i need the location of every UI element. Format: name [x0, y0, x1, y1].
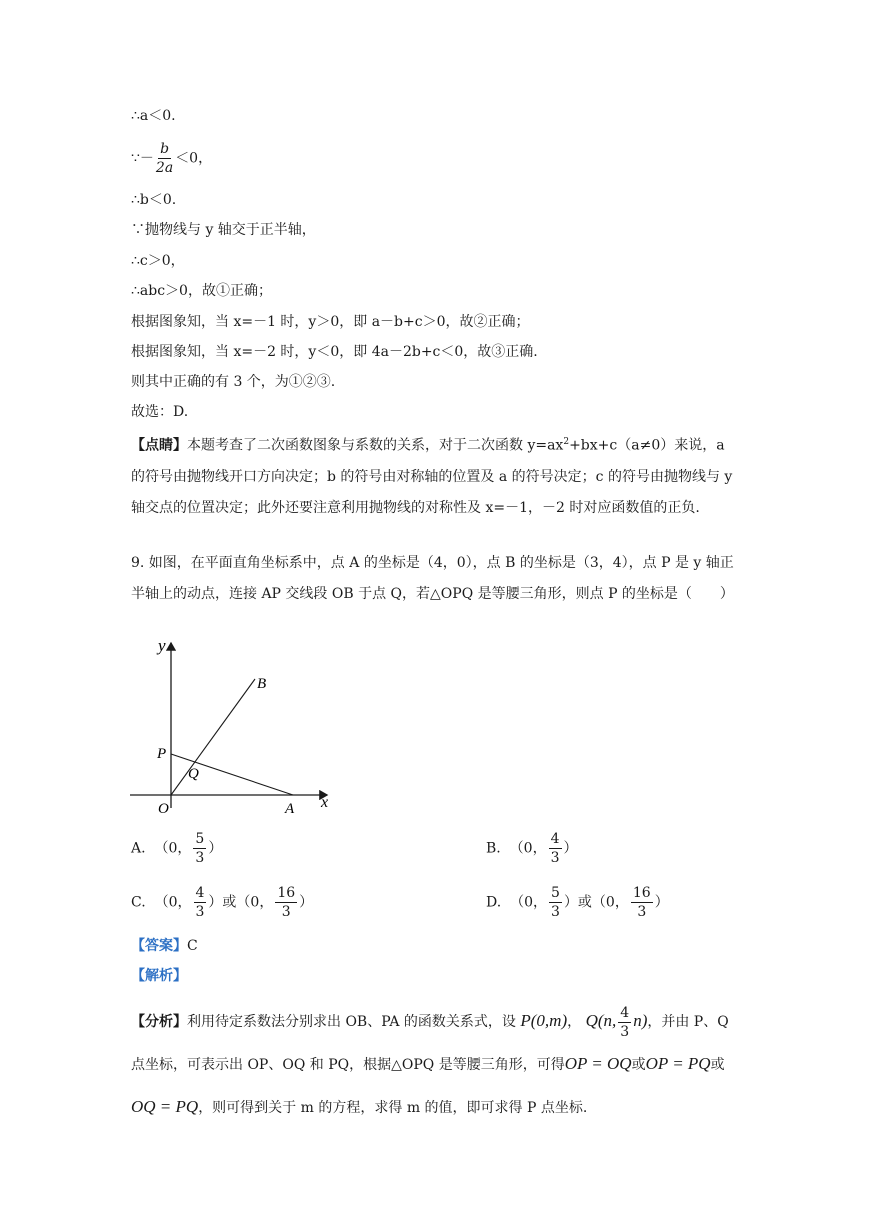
option-D-num: 5 [551, 885, 560, 901]
solution-line-7: 根据图象知，当 x=－1 时，y＞0，即 a－b+c＞0，故②正确； [131, 314, 530, 330]
comment-text-b: +bx+c（a≠0）来说，a 的符号由抛物线开口方向决定；b 的符号由对称轴的位置及 a 的符号决定；c 的符号由抛物线与 y 轴交点的位置决定；此外还要注意利用抛物线的对称性及 x=－1，－2 时对应函数值的正负. [131, 437, 733, 516]
label-B: B [257, 676, 267, 692]
option-A-close: ） [208, 840, 223, 857]
option-C[interactable] [131, 884, 313, 921]
option-D-label: D. [486, 894, 502, 911]
label-A: A [285, 801, 295, 817]
option-B-fraction [549, 830, 562, 867]
equation-1: OP = OQ [564, 1054, 632, 1073]
fenxi-text-2: ，并由 P、Q 点坐标，可表示出 OP、OQ 和 PQ，根据△OPQ 是等腰三角形，可得 [131, 1014, 729, 1073]
equation-2: OP = PQ [645, 1054, 711, 1073]
option-C-close: ） [299, 894, 314, 911]
option-B-num: 4 [550, 831, 560, 847]
or-1: 或 [631, 1057, 646, 1073]
answer-value: C [187, 938, 198, 954]
option-D-mid: ）或（0， [563, 894, 629, 911]
question-9: 9. 如图，在平面直角坐标系中，点 A 的坐标是（4，0），点 B 的坐标是（3，4），点 P 是 y 轴正半轴上的动点，连接 AP 交线段 OB 于点 Q，若△OPQ 是等腰三角形，则点 P 的坐标是（ ） [131, 555, 734, 602]
analysis-line [131, 966, 187, 986]
fenxi-tag: 【分析】 [131, 1014, 187, 1030]
solution-line-10: 故选：D. [131, 404, 189, 420]
option-A-fraction [193, 830, 206, 867]
option-C-num: 4 [195, 885, 205, 901]
solution-line-3: ∴b＜0. [131, 192, 177, 208]
label-O: O [158, 801, 169, 817]
option-C-open: （0， [154, 894, 192, 911]
solution-line-9: 则其中正确的有 3 个，为①②③. [131, 374, 336, 390]
fraction-b-over-2a [156, 140, 173, 177]
option-D[interactable] [486, 884, 669, 921]
solution-line-2 [131, 140, 212, 177]
answer-tag: 【答案】 [131, 938, 187, 954]
comment-text-a: 本题考查了二次函数图象与系数的关系，对于二次函数 y=ax [187, 437, 564, 454]
comment-superscript: 2 [563, 437, 570, 447]
option-D-fraction-2 [631, 884, 653, 921]
option-B-close: ） [563, 840, 578, 857]
option-A-open: （0， [154, 840, 192, 857]
equation-3: OQ = PQ [131, 1097, 199, 1116]
option-C-fraction-1 [194, 884, 207, 921]
option-A-label: A. [131, 840, 146, 857]
option-A-num: 5 [195, 831, 205, 847]
option-B-open: （0， [509, 840, 547, 857]
option-C-den2: 3 [281, 904, 291, 920]
option-C-mid: ）或（0， [208, 894, 274, 911]
analysis-tag: 【解析】 [131, 968, 187, 984]
solution-line-5: ∴c＞0， [131, 253, 185, 269]
label-x: x [321, 794, 329, 811]
solution-line-6: ∴abc＞0，故①正确； [131, 283, 272, 299]
fenxi-sep: ， [567, 1014, 582, 1030]
option-C-label: C. [131, 894, 146, 911]
option-D-num2: 16 [632, 885, 651, 901]
point-Q-fraction [618, 1004, 631, 1041]
fraction-numerator: b [160, 141, 170, 157]
solution-line-8: 根据图象知，当 x=－2 时，y＜0，即 4a－2b+c＜0，故③正确. [131, 344, 538, 360]
comment-tag: 【点睛】 [131, 437, 187, 454]
option-C-den: 3 [195, 904, 205, 920]
solution-line-4: ∵抛物线与 y 轴交于正半轴， [131, 222, 316, 238]
fraction-denominator: 2a [155, 160, 174, 176]
or-2: 或 [710, 1057, 725, 1073]
fenxi-text-1: 利用待定系数法分别求出 OB、PA 的函数关系式，设 [187, 1014, 516, 1030]
less-than-zero: ＜0， [175, 150, 213, 167]
option-B-den: 3 [550, 850, 560, 866]
point-Q-prefix: Q(n, [585, 1011, 617, 1030]
option-B[interactable] [486, 830, 578, 867]
option-C-fraction-2 [275, 884, 297, 921]
option-D-fraction-1 [549, 884, 562, 921]
solution-line-1: ∴a＜0. [131, 108, 176, 124]
point-Q-num: 4 [620, 1004, 630, 1021]
point-Q-suffix: n) [633, 1011, 648, 1030]
option-D-den2: 3 [637, 904, 647, 920]
option-D-close: ） [654, 894, 669, 911]
label-Q: Q [188, 766, 199, 782]
option-A[interactable] [131, 830, 222, 867]
fenxi-block [131, 1000, 746, 1129]
label-y: y [158, 636, 166, 655]
label-P: P [157, 746, 167, 762]
point-Q-den: 3 [620, 1023, 630, 1040]
option-A-den: 3 [195, 850, 205, 866]
because-minus: ∵－ [131, 150, 154, 167]
fenxi-text-3: ，则可得到关于 m 的方程，求得 m 的值，即可求得 P 点坐标. [198, 1100, 588, 1116]
option-D-den: 3 [551, 904, 560, 920]
answer-line [131, 936, 198, 956]
option-C-num2: 16 [277, 885, 296, 901]
option-B-label: B. [486, 840, 501, 857]
coordinate-figure [125, 633, 340, 818]
point-P-expr: P(0,m) [520, 1011, 568, 1030]
option-D-open: （0， [510, 894, 548, 911]
comment-block [131, 427, 741, 524]
